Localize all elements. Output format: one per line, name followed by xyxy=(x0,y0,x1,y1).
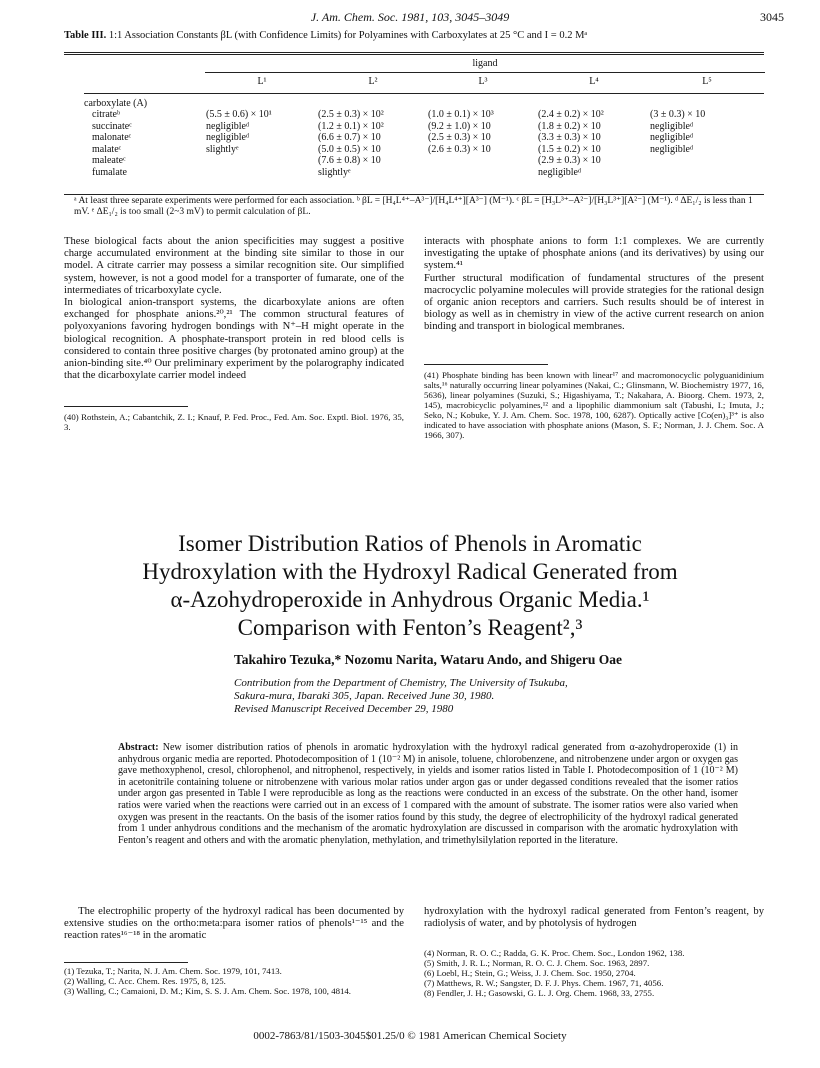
affiliation-line: Contribution from the Department of Chemistry, The University of Tsukuba, xyxy=(234,677,568,689)
authors: Takahiro Tezuka,* Nozomu Narita, Wataru Ando, and Shigeru Oae xyxy=(234,652,622,667)
table-footnotes: ᵃ At least three separate experiments were performed for each association. ᵇ βL = [H₄L⁴⁺–A³⁻]/[H₄L⁴⁺][A³⁻] (M⁻¹). ᶜ βL = [H₃L³⁺–A²⁻]/[H₃L³⁺][A²⁻] (M⁻¹). ᵈ ΔE₁/₂ is less than 1 mV. ᵉ ΔE₁/₂ is too small (2~3 mV) to permit calculation of βL. xyxy=(74,196,753,217)
col-header: L⁴ xyxy=(589,76,599,87)
table-cell: (3.3 ± 0.3) × 10 xyxy=(538,132,601,143)
row-label: succinateᶜ xyxy=(92,120,132,132)
table-cell xyxy=(650,167,764,179)
table-cell: slightlyᵉ xyxy=(206,143,239,155)
table-cell: (1.0 ± 0.1) × 10³ xyxy=(428,109,494,120)
row-label: fumalate xyxy=(92,166,127,178)
page-footer: 0002-7863/81/1503-3045$01.25/0 © 1981 American Chemical Society xyxy=(253,1030,567,1042)
title-line: α-Azohydroperoxide in Anhydrous Organic Media.¹ xyxy=(170,587,650,612)
table-cell xyxy=(428,167,538,179)
section-label: carboxylate (A) xyxy=(84,97,148,109)
col-header: L⁵ xyxy=(702,76,712,87)
page-number: 3045 xyxy=(760,10,784,24)
reference-item: (6) Loebl, H.; Stein, G.; Weiss, J. J. Chem. Soc. 1950, 2704. xyxy=(424,968,636,978)
table-cell: negligibleᵈ xyxy=(650,132,694,143)
table-row xyxy=(84,144,764,156)
footnote-divider-right xyxy=(424,364,548,365)
table-row xyxy=(84,155,764,167)
table-row xyxy=(84,121,764,133)
reference-item: (7) Matthews, R. W.; Sangster, D. F. J. Phys. Chem. 1967, 71, 4056. xyxy=(424,978,664,988)
affiliation xyxy=(234,677,568,716)
table-cell: negligibleᵈ xyxy=(538,166,582,178)
abstract xyxy=(118,742,738,846)
table-cell: (1.5 ± 0.2) × 10 xyxy=(538,143,601,155)
table-cell xyxy=(428,155,538,167)
table-cell: (2.9 ± 0.3) × 10 xyxy=(538,155,601,166)
reference-item: (2) Walling, C. Acc. Chem. Res. 1975, 8, 125. xyxy=(64,976,226,986)
table-label: Table III. xyxy=(64,30,107,41)
reference-item: (8) Fendler, J. H.; Gasowski, G. L. J. Org. Chem. 1968, 33, 2755. xyxy=(424,988,655,998)
table-cell xyxy=(206,155,318,167)
refs-divider-left xyxy=(64,962,188,963)
reference-item: (1) Tezuka, T.; Narita, N. J. Am. Chem. Soc. 1979, 101, 7413. xyxy=(64,966,282,976)
table-row xyxy=(84,132,764,144)
article-title xyxy=(0,530,820,642)
table-cell: (5.0 ± 0.5) × 10 xyxy=(318,143,381,155)
col-header: L³ xyxy=(478,76,488,87)
title-line: Isomer Distribution Ratios of Phenols in Aromatic xyxy=(178,531,642,556)
table-cell: (1.2 ± 0.1) × 10² xyxy=(318,120,384,132)
table-group-header: ligand xyxy=(472,58,498,69)
table-row xyxy=(84,109,764,121)
table-cell: negligibleᵈ xyxy=(650,120,694,132)
row-label: citrateᵇ xyxy=(92,109,121,120)
row-label: malonateᶜ xyxy=(92,132,132,143)
table-cell: slightlyᵉ xyxy=(318,166,351,178)
prev-article-left-column: These biological facts about the anion specificities may suggest a positive charge accumulated environment at the binding site similar to those in our model. A citrate carrier may possess a similar recognition site. Our simplified system, however, is not a good model for a transporter of fumarate, one of the intermediates of tricarboxylate cycle. In biological anion-transport systems, the dicarboxylate anions are often exchanged for phosphate anions.²⁰,²¹ The common structural features of polyoxyanions favoring hydrogen bondings with N⁺–H might operate in the biological recognition. A phosphate-transport protein in red blood cells is considered to contain three positive charges (by protonated amino group) at the anion-binding site.⁴⁰ Our preliminary experiment by the polarography indicated that the dicarboxylate carrier model indeed xyxy=(64,236,404,382)
footnote-41: (41) Phosphate binding has been known with linear¹⁷ and macromonocyclic polyguanidinium salts,¹⁶ naturally occurring linear polyamines (Nakai, C.; Glinsmann, W. Biochemistry 1977, 16, 5636), linear polyamines (Suzuki, S.; Higashiyama, T.; Nakahara, A. Bioorg. Chem. 1973, 2, 145), macrobicyclic polyamines,¹² and a lipophilic diammonium salt (Tabushi, I.; Imuta, J.; Seko, N.; Kobuke, Y. J. Am. Chem. Soc. 1978, 100, 6287). Optically active [Co(en)₃]³⁺ is also indicated to have association with phosphate anions (Mason, S. F.; Norman, J. J. Chem. Soc. A 1966, 307). xyxy=(424,370,764,440)
table-top-rule-2 xyxy=(64,54,764,55)
table-caption xyxy=(64,30,764,41)
article-body-right: hydroxylation with the hydroxyl radical generated from Fenton’s reagent, by radiolysis of water, and by photolysis of hydrogen xyxy=(424,906,764,930)
affiliation-line: Revised Manuscript Received December 29, 1980 xyxy=(234,703,454,715)
col-header: L² xyxy=(368,76,378,87)
table-cell: (2.6 ± 0.3) × 10 xyxy=(428,143,491,155)
table-cell: (2.5 ± 0.3) × 10² xyxy=(318,109,384,120)
table-caption-text: 1:1 Association Constants βL (with Confidence Limits) for Polyamines with Carboxylates at 25 °C and I = 0.2 Mᵃ xyxy=(108,30,588,41)
prev-article-right-column: interacts with phosphate anions to form 1:1 complexes. We are currently investigating the uptake of phosphate anions (and its derivatives) by using our system.⁴¹ Further structural modification of fundamental structures of the present macrocyclic polyamine molecules will provide strategies for the rational design of organic anion receptors and carriers. Such results should be of interest in biology as well as in chemistry in view of the active current research on anion binding and transport in biological membranes. xyxy=(424,236,764,333)
running-header: J. Am. Chem. Soc. 1981, 103, 3045–3049 xyxy=(310,10,510,24)
reference-item: (4) Norman, R. O. C.; Radda, G. K. Proc. Chem. Soc., London 1962, 138. xyxy=(424,948,685,958)
references-left xyxy=(64,966,404,996)
table-row xyxy=(84,167,764,179)
table-cell: (3 ± 0.3) × 10 xyxy=(650,109,706,120)
table-cell: (9.2 ± 1.0) × 10 xyxy=(428,120,491,132)
reference-item: (3) Walling, C.; Camaioni, D. M.; Kim, S. S. J. Am. Chem. Soc. 1978, 100, 4814. xyxy=(64,986,351,996)
table-cell: (7.6 ± 0.8) × 10 xyxy=(318,155,381,166)
table-bottom-rule xyxy=(64,194,764,195)
row-label: malateᶜ xyxy=(92,143,122,155)
footnote-divider-left xyxy=(64,406,188,407)
abstract-label: Abstract: xyxy=(118,742,159,753)
title-line: Comparison with Fenton’s Reagent²,³ xyxy=(237,615,583,640)
table-cell: (6.6 ± 0.7) × 10 xyxy=(318,132,381,143)
table-cell: (5.5 ± 0.6) × 10¹ xyxy=(206,109,272,120)
row-label: maleateᶜ xyxy=(92,155,126,166)
article-body-left: The electrophilic property of the hydroxyl radical has been documented by extensive studies on the ortho:meta:para isomer ratios of phenols¹⁻¹⁵ and the reaction rates¹⁶⁻¹⁸ in the aromatic xyxy=(64,906,407,942)
table-cell: negligibleᵈ xyxy=(650,143,694,155)
association-table xyxy=(84,76,764,178)
affiliation-line: Sakura-mura, Ibaraki 305, Japan. Received June 30, 1980. xyxy=(234,690,495,702)
table-section-row xyxy=(84,98,764,110)
abstract-text: New isomer distribution ratios of phenols in aromatic hydroxylation with the hydroxyl radical generated from α-azohydroperoxide (1) in anhydrous organic media are reported. Photodecomposition of 1 (10⁻² M) in anisole, toluene, chlorobenzene, and nitrobenzene under argon or oxygen gas gave methoxyphenol, cresol, chlorophenol, and nitrophenol, respectively, in yields and isomer ratios listed in Table I. Photodecomposition of 1 (10⁻² M) in acetonitrile containing toluene or nitrobenzene with various molar ratios under argon gas or under degassed conditions revealed that the isomer ratios under argon gas presented in Table I were reproducible as long as the reactions were conducted in an excess of the substrate. On the other hand, isomer ratios were varied when the reactions were carried out in an excess of 1 compared with the amount of substrate. The isomer ratios were also varied when oxygen was present in the reactants. On the basis of the isomer ratios found by this study, the degree of electrophilicity of the hydroxyl radical generated from 1 under anhydrous conditions and the mechanism of the aromatic hydroxylation are discussed in comparison with the aromatic hydroxylation with Fenton’s reagent and others and with the aromatic phenylation, methylation, and trimethylsilylation reported in the literature. xyxy=(118,742,738,846)
table-cell: (1.8 ± 0.2) × 10 xyxy=(538,120,601,132)
footnote-40: (40) Rothstein, A.; Cabantchik, Z. I.; Knauf, P. Fed. Proc., Fed. Am. Soc. Exptl. Biol. 1976, 35, 3. xyxy=(64,412,404,432)
table-cell xyxy=(206,167,318,179)
table-cell: (2.5 ± 0.3) × 10 xyxy=(428,132,491,143)
table-cell xyxy=(650,155,764,167)
references-right xyxy=(424,948,764,998)
reference-item: (5) Smith, J. R. L.; Norman, R. O. C. J. Chem. Soc. 1963, 2897. xyxy=(424,958,650,968)
table-top-rule xyxy=(64,52,764,53)
col-header: L¹ xyxy=(257,76,267,87)
table-cell: negligibleᵈ xyxy=(206,132,250,143)
table-cell: negligibleᵈ xyxy=(206,120,250,132)
table-cell: (2.4 ± 0.2) × 10² xyxy=(538,109,604,120)
table-group-rule xyxy=(205,72,765,73)
title-line: Hydroxylation with the Hydroxyl Radical Generated from xyxy=(142,559,678,584)
table-header-row xyxy=(84,76,764,88)
